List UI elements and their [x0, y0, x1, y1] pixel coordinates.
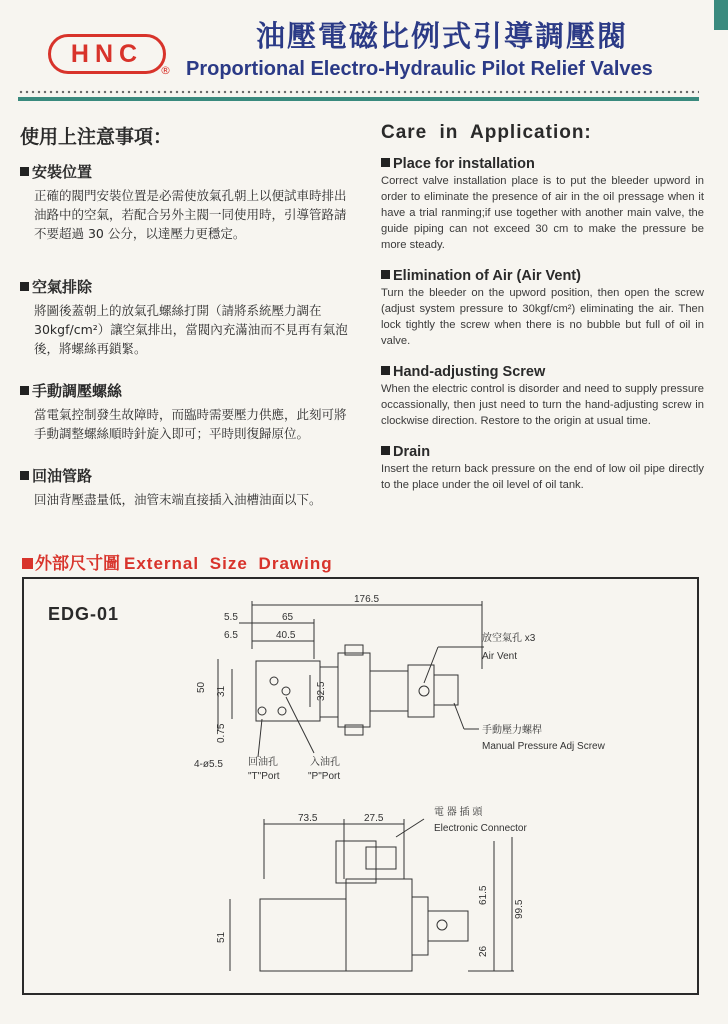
t-port-en: "T"Port: [248, 771, 280, 782]
note-drain-en: Drain Insert the return back pressure on the end of low oil pipe directly to the place under the oil level of oil tank.: [381, 444, 704, 491]
dim-50: 50: [196, 681, 207, 693]
registered-mark: ®: [160, 64, 171, 77]
dim-65: 65: [282, 612, 294, 623]
bullet-square: [20, 471, 29, 480]
dim-26: 26: [478, 945, 489, 957]
drawing-top-view: [218, 601, 484, 757]
notes-heading-en: Care in Application:: [381, 122, 592, 143]
bullet-square: [381, 158, 390, 167]
connector-zh: 電 器 插 頭: [434, 807, 483, 818]
dim-27-5: 27.5: [364, 813, 384, 824]
dim-40-5: 40.5: [276, 630, 296, 641]
dim-176-5: 176.5: [354, 594, 380, 605]
bullet-square: [20, 282, 29, 291]
chinese-notes: [20, 122, 350, 531]
connector-en: Electronic Connector: [434, 823, 527, 834]
dim-5-5: 5.5: [224, 612, 238, 623]
notes-heading-zh: 使用上注意事項：: [20, 126, 173, 148]
dim-32-5: 32.5: [316, 681, 327, 701]
dim-6-5: 6.5: [224, 630, 238, 641]
english-notes: [381, 122, 704, 508]
drawing-side-view: [230, 819, 514, 971]
corner-tab: [714, 0, 728, 30]
hnc-logo: HNC: [48, 34, 166, 74]
header-rule: [18, 97, 699, 101]
note-installation-zh: 安裝位置 正確的閥門安裝位置是必需使放氣孔朝上以便試車時排出油路中的空氣，若配合另外主閥一同使用時，引導管路請不要超過 30 公分，以達壓力更穩定。: [20, 161, 350, 243]
title-english: Proportional Electro-Hydraulic Pilot Relief Valves: [186, 58, 653, 80]
p-port-en: "P"Port: [308, 771, 341, 782]
note-installation-en: Place for installation Correct valve installation place is to put the bleeder upword in order to eliminate the presence of air in the oil pressage when it have a trial ranming;if use together with another main valve, the guide piping can not exceed 30 cm to make the pressure be more steady.: [381, 156, 704, 251]
note-drain-zh: 回油管路 回油背壓盡量低，油管末端直接插入油槽油面以下。: [20, 465, 350, 509]
bullet-square: [381, 366, 390, 375]
dim-holes: 4-ø5.5: [194, 759, 223, 770]
dim-51: 51: [216, 931, 227, 943]
manual-screw-zh: 手動壓力螺桿: [482, 725, 542, 736]
dim-73-5: 73.5: [298, 813, 318, 824]
manual-screw-en: Manual Pressure Adj Screw: [482, 741, 605, 752]
bullet-square: [20, 386, 29, 395]
dim-61-5: 61.5: [478, 885, 489, 905]
t-port-zh: 回油孔: [248, 757, 278, 768]
bullet-square: [381, 270, 390, 279]
dimension-drawing: [24, 579, 697, 993]
air-vent-en: Air Vent: [482, 651, 518, 662]
drawing-frame: [22, 577, 699, 995]
dim-0-75: 0.75: [216, 723, 227, 743]
bullet-square: [22, 558, 33, 569]
note-manual-en: Hand-adjusting Screw When the electric control is disorder and need to supply pressure occassionally, then just need to turn the hand-adjusting screw in clockwise direction. Restore to the origin at usual time.: [381, 364, 704, 427]
note-air-zh: 空氣排除 將圖後蓋朝上的放氣孔螺絲打開（請將系統壓力調在 30kgf/cm²）讓空氣排出，當閥內充滿油而不見再有氣泡後，將螺絲再鎖緊。: [20, 276, 350, 358]
dotted-divider: [18, 90, 699, 94]
bullet-square: [20, 167, 29, 176]
note-air-en: Elimination of Air (Air Vent) Turn the bleeder on the upword position, then open the screw (adjust system pressure to 30kgf/cm²) eliminating the air. Then lock tightly the screw when there is no bubble but full of oil in valve.: [381, 268, 704, 347]
note-manual-zh: 手動調壓螺絲 當電氣控制發生故障時，而臨時需要壓力供應，此刻可將手動調整螺絲順時針旋入即可；平時則復歸原位。: [20, 380, 350, 443]
air-vent-zh: 放空氣孔 x3: [482, 633, 536, 644]
dim-31: 31: [216, 685, 227, 697]
model-label: EDG-01: [48, 604, 120, 624]
dim-99-5: 99.5: [514, 899, 525, 919]
bullet-square: [381, 446, 390, 455]
title-chinese: 油壓電磁比例式引導調壓閥: [255, 19, 628, 53]
external-size-heading: 外部尺寸圖 External Size Drawing: [22, 549, 333, 574]
p-port-zh: 入油孔: [310, 757, 340, 768]
